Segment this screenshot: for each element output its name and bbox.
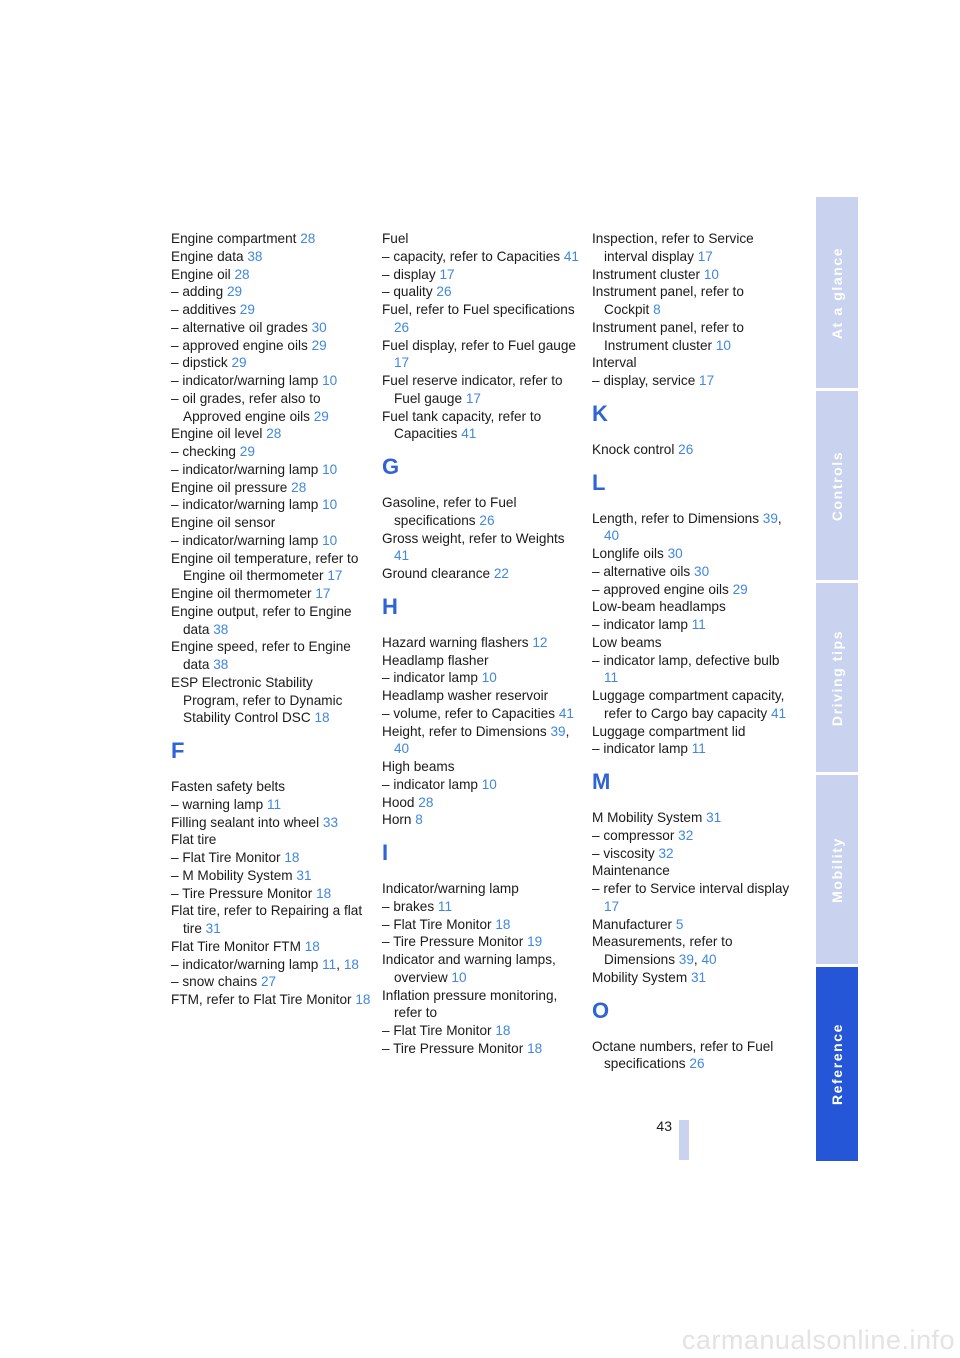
index-entry	[382, 1040, 582, 1058]
page-ref-link[interactable]: 10	[322, 497, 338, 513]
index-entry	[171, 248, 371, 266]
page-ref-link[interactable]: 18	[316, 885, 332, 901]
index-entry	[171, 938, 371, 956]
index-entry	[171, 973, 371, 991]
tab-reference[interactable]	[816, 967, 858, 1161]
index-entry	[171, 496, 371, 514]
index-term: – display, service	[592, 373, 696, 388]
index-term: Height, refer to Dimensions	[382, 723, 547, 739]
index-entry	[171, 674, 371, 727]
index-term: Flat Tire Monitor FTM	[171, 938, 301, 954]
page-ref-link[interactable]: 10	[715, 337, 731, 353]
index-entry	[592, 862, 792, 880]
page-ref-link[interactable]: 38	[213, 621, 229, 637]
page-ref-link[interactable]: 17	[604, 898, 620, 914]
tab-label: Reference	[829, 1022, 846, 1106]
index-term: Engine data	[171, 248, 244, 264]
index-entry	[592, 880, 792, 916]
index-letter-heading: I	[382, 840, 389, 865]
page-ref-link[interactable]: 28	[300, 231, 316, 246]
index-term: Fuel	[382, 231, 409, 246]
index-term: – indicator/warning lamp	[171, 461, 319, 477]
index-term: – Flat Tire Monitor	[382, 916, 492, 932]
page-ref-link[interactable]: 8	[653, 302, 661, 317]
index-entry	[592, 510, 792, 546]
index-term: – warning lamp	[171, 796, 264, 812]
page-ref-link[interactable]: 18	[527, 1040, 543, 1056]
page-ref-link[interactable]: 10	[481, 670, 497, 686]
index-term: Engine oil level	[171, 426, 263, 442]
index-term: Indicator and warning lamps, overview	[382, 952, 556, 985]
index-term: Fuel display, refer to Fuel gauge	[382, 337, 576, 353]
index-term: Ground clearance	[382, 566, 491, 581]
page-ref-link[interactable]: 40	[394, 741, 410, 757]
index-entry	[592, 740, 792, 758]
index-entry	[382, 951, 582, 987]
page-ref-link[interactable]: 5	[675, 916, 684, 932]
page-ref-link[interactable]: 28	[266, 426, 282, 442]
tab-label: Driving tips	[829, 629, 845, 726]
page-ref-link[interactable]: 22	[493, 566, 509, 581]
page-ref-link[interactable]: 11	[604, 670, 619, 686]
index-term: – Flat Tire Monitor	[171, 850, 281, 865]
index-entry	[382, 301, 582, 337]
index-term: Mobility System	[592, 969, 688, 985]
page-ref-link[interactable]: 10	[322, 532, 338, 548]
index-entry	[592, 598, 792, 616]
page-ref-link[interactable]: 11	[691, 617, 706, 632]
index-entry	[171, 443, 371, 461]
index-entry	[171, 230, 371, 248]
page-ref-link[interactable]: 12	[532, 634, 548, 650]
page-ref-link[interactable]: 17	[439, 266, 455, 282]
index-entry	[382, 898, 582, 916]
page-ref-separator: ,	[693, 952, 702, 967]
index-entry	[592, 266, 792, 284]
index-entry	[171, 603, 371, 639]
page-ref-link[interactable]: 17	[465, 390, 481, 406]
page-ref-link[interactable]: 32	[658, 845, 674, 861]
index-letter-heading: H	[382, 593, 398, 619]
page-ref-link[interactable]: 30	[694, 563, 710, 579]
page-ref-link[interactable]: 31	[205, 921, 221, 936]
index-entry	[171, 956, 371, 974]
index-entry	[592, 969, 792, 987]
page-ref-link[interactable]: 38	[247, 248, 263, 264]
index-term: – alternative oil grades	[171, 319, 308, 335]
index-entry	[382, 723, 582, 759]
page-ref-link[interactable]: 41	[563, 248, 579, 264]
index-term: Instrument panel, refer to Instrument cluster	[592, 319, 744, 353]
page-ref-link[interactable]: 38	[213, 657, 229, 672]
page-ref-link[interactable]: 41	[461, 426, 477, 442]
page-ref-link[interactable]: 8	[415, 812, 423, 828]
index-entry	[592, 916, 792, 934]
index-term: Measurements, refer to Dimensions	[592, 934, 733, 967]
tab-label: At a glance	[829, 246, 846, 339]
index-term: – volume, refer to Capacities	[382, 705, 556, 721]
index-entry	[171, 319, 371, 337]
page-ref-link[interactable]: 17	[315, 586, 331, 601]
tab-label: Mobility	[829, 836, 845, 903]
index-term: Headlamp washer reservoir	[382, 688, 549, 703]
index-term: Flat tire	[171, 832, 217, 848]
page-ref-link[interactable]: 41	[394, 548, 410, 564]
page-ref-link[interactable]: 39	[550, 723, 566, 739]
page-ref-link[interactable]: 10	[322, 461, 338, 477]
index-letter-heading: M	[592, 769, 611, 794]
page-ref-link[interactable]: 30	[667, 546, 683, 561]
index-term: Engine speed, refer to Engine data	[171, 639, 351, 672]
index-entry	[382, 916, 582, 934]
tab-driving-tips[interactable]	[816, 583, 858, 772]
page-ref-link[interactable]: 11	[691, 741, 706, 757]
index-term: – dipstick	[171, 355, 228, 371]
index-term: Gasoline, refer to Fuel specifications	[382, 495, 517, 528]
page-ref-link[interactable]: 26	[689, 1056, 705, 1072]
index-term: Low beams	[592, 634, 662, 650]
page-ref-link[interactable]: 10	[322, 373, 338, 388]
tab-label: Controls	[829, 450, 846, 521]
index-term: – Tire Pressure Monitor	[171, 885, 313, 901]
index-term: – M Mobility System	[171, 867, 293, 883]
index-term: – checking	[171, 444, 236, 459]
index-entry	[171, 885, 371, 903]
index-entry	[592, 283, 792, 319]
page-ref-link[interactable]: 17	[327, 568, 343, 584]
index-term: Filling sealant into wheel	[171, 814, 320, 830]
index-entry	[592, 563, 792, 581]
index-entry	[171, 514, 371, 532]
index-entry	[382, 372, 582, 408]
page-ref-link[interactable]: 18	[314, 710, 330, 726]
index-entry	[382, 283, 582, 301]
page-ref-link[interactable]: 26	[436, 284, 452, 300]
index-entry	[592, 319, 792, 355]
index-term: – additives	[171, 302, 236, 317]
index-entry	[592, 441, 792, 459]
index-entry	[592, 354, 792, 372]
index-term: – indicator lamp	[382, 776, 478, 792]
index-entry	[171, 390, 371, 426]
index-entry	[171, 479, 371, 497]
index-entry	[382, 669, 582, 687]
index-entry	[382, 565, 582, 583]
page-ref-link[interactable]: 17	[394, 355, 410, 371]
page-ref-link[interactable]: 18	[284, 850, 300, 865]
index-entry	[592, 581, 792, 599]
index-term: – approved engine oils	[171, 337, 308, 353]
page-ref-link[interactable]: 31	[690, 969, 707, 985]
index-entry	[171, 337, 371, 355]
index-entry	[382, 705, 582, 723]
page-ref-link[interactable]: 18	[495, 916, 511, 932]
index-entry	[592, 1038, 792, 1074]
index-term: – compressor	[592, 827, 675, 843]
page-ref-link[interactable]: 31	[296, 867, 312, 883]
page-ref-link[interactable]: 11	[437, 898, 453, 914]
index-entry	[171, 638, 371, 674]
index-term: FTM, refer to Flat Tire Monitor	[171, 992, 352, 1007]
index-term: Engine oil sensor	[171, 515, 276, 530]
page-ref-link[interactable]: 19	[527, 934, 543, 950]
index-term: Gross weight, refer to Weights	[382, 530, 565, 546]
index-term: Horn	[382, 812, 412, 828]
index-entry	[382, 880, 582, 898]
index-term: Instrument panel, refer to Cockpit	[592, 284, 744, 317]
index-term: Interval	[592, 355, 637, 371]
index-entry	[171, 301, 371, 319]
page-ref-link[interactable]: 30	[311, 319, 327, 335]
tab-at-a-glance[interactable]	[816, 197, 858, 388]
index-term: Knock control	[592, 441, 675, 457]
index-column-2	[382, 230, 582, 1058]
index-term: High beams	[382, 759, 455, 774]
index-letter-heading: G	[382, 454, 400, 479]
page-ref-link[interactable]: 26	[479, 512, 495, 528]
index-entry	[382, 337, 582, 373]
index-term: – refer to Service interval display	[592, 881, 790, 896]
page-ref-link[interactable]: 32	[678, 827, 694, 843]
page-ref-link[interactable]: 29	[239, 444, 255, 459]
page-ref-link[interactable]: 17	[697, 248, 713, 264]
index-entry	[592, 372, 792, 390]
index-entry	[592, 845, 792, 863]
page-ref-separator: ,	[777, 510, 782, 526]
index-term: Instrument cluster	[592, 266, 701, 282]
index-entry	[382, 248, 582, 266]
index-term: Low-beam headlamps	[592, 599, 726, 615]
index-entry	[171, 814, 371, 832]
index-term: Engine oil thermometer	[171, 586, 312, 601]
index-entry	[171, 778, 371, 796]
tab-mobility[interactable]	[816, 775, 858, 964]
index-letter-heading: F	[171, 738, 185, 763]
index-term: ESP Electronic Stability Program, refer to Dynamic Stability Control DSC	[171, 674, 343, 726]
index-term: Fasten safety belts	[171, 779, 286, 794]
index-term: – indicator lamp	[382, 670, 478, 686]
index-term: Engine oil pressure	[171, 479, 288, 495]
index-term: Headlamp flasher	[382, 652, 489, 668]
index-entry	[592, 652, 792, 688]
index-entry	[171, 266, 371, 284]
index-term: Indicator/warning lamp	[382, 881, 519, 896]
page-marker-bar	[679, 1120, 689, 1160]
index-entry	[382, 266, 582, 284]
index-entry	[592, 634, 792, 652]
page-ref-link[interactable]: 28	[418, 794, 434, 810]
index-letter-heading: O	[592, 997, 610, 1023]
index-entry	[592, 827, 792, 845]
index-term: – indicator lamp	[592, 617, 688, 632]
index-term: – snow chains	[171, 974, 258, 990]
index-entry	[171, 902, 371, 938]
index-term: Inspection, refer to Service interval display	[592, 231, 754, 264]
index-term: – indicator/warning lamp	[171, 956, 319, 972]
index-entry	[171, 372, 371, 390]
index-entry	[382, 687, 582, 705]
index-entry	[592, 545, 792, 563]
index-entry	[592, 809, 792, 827]
page-number: 43	[656, 1118, 672, 1134]
index-term: Engine output, refer to Engine data	[171, 603, 352, 637]
index-column-1	[171, 230, 371, 1009]
index-entry	[592, 616, 792, 634]
index-term: – approved engine oils	[592, 581, 729, 597]
index-term: – viscosity	[592, 845, 655, 861]
index-term: – indicator lamp, defective bulb	[592, 652, 780, 668]
index-term: Engine oil	[171, 266, 231, 282]
page-ref-link[interactable]: 11	[266, 796, 282, 812]
page-ref-separator: ,	[565, 723, 570, 739]
index-entry	[382, 794, 582, 812]
index-term: – indicator/warning lamp	[171, 532, 319, 548]
page-ref-link[interactable]: 18	[304, 938, 320, 954]
index-entry	[382, 811, 582, 829]
page-ref-link[interactable]: 39	[762, 510, 778, 526]
page-ref-link[interactable]: 29	[311, 337, 327, 353]
page-ref-link[interactable]: 11	[322, 956, 337, 972]
index-entry	[382, 530, 582, 566]
index-term: Flat tire, refer to Repairing a flat tire	[171, 903, 363, 936]
index-term: Length, refer to Dimensions	[592, 510, 759, 526]
index-entry	[171, 550, 371, 586]
index-entry	[592, 933, 792, 969]
page-ref-link[interactable]: 10	[451, 969, 467, 985]
index-term: – Tire Pressure Monitor	[382, 1040, 524, 1056]
index-term: Hood	[382, 794, 415, 810]
index-entry	[592, 230, 792, 266]
page-ref-link[interactable]: 26	[394, 319, 410, 335]
index-entry	[171, 283, 371, 301]
index-term: – capacity, refer to Capacities	[382, 248, 561, 264]
page-ref-link[interactable]: 18	[495, 1023, 511, 1038]
index-term: – display	[382, 266, 436, 282]
index-term: Manufacturer	[592, 916, 673, 932]
index-entry	[592, 723, 792, 741]
page-ref-link[interactable]: 10	[481, 776, 497, 792]
index-term: – Tire Pressure Monitor	[382, 934, 524, 950]
index-entry	[171, 796, 371, 814]
index-entry	[382, 776, 582, 794]
page-ref-link[interactable]: 40	[701, 952, 717, 967]
page-ref-link[interactable]: 29	[239, 302, 255, 317]
index-entry	[171, 585, 371, 603]
index-term: Inflation pressure monitoring, refer to	[382, 987, 558, 1021]
page-ref-link[interactable]: 27	[260, 974, 277, 990]
index-column-3	[592, 230, 792, 1073]
index-term: – oil grades, refer also to Approved engine oils	[171, 390, 321, 424]
index-term: Octane numbers, refer to Fuel specifications	[592, 1038, 774, 1072]
page-ref-link[interactable]: 18	[343, 956, 359, 972]
page-ref-separator: ,	[336, 956, 344, 972]
index-entry	[382, 987, 582, 1023]
index-entry	[382, 933, 582, 951]
index-entry	[382, 230, 582, 248]
index-term: M Mobility System	[592, 810, 703, 825]
watermark: carmanualsonline.info	[681, 1325, 955, 1355]
page-ref-link[interactable]: 26	[678, 441, 694, 457]
index-entry	[382, 652, 582, 670]
index-entry	[171, 849, 371, 867]
index-term: Engine compartment	[171, 231, 297, 246]
page-ref-link[interactable]: 29	[231, 355, 247, 371]
index-entry	[171, 461, 371, 479]
page-ref-link[interactable]: 33	[322, 814, 339, 830]
index-term: – alternative oils	[592, 563, 691, 579]
page-ref-link[interactable]: 41	[558, 705, 574, 721]
index-term: Engine oil temperature, refer to Engine oil thermometer	[171, 550, 359, 584]
index-entry	[592, 687, 792, 723]
index-term: – Flat Tire Monitor	[382, 1023, 492, 1038]
index-letter-heading: K	[592, 400, 608, 426]
index-entry	[382, 408, 582, 444]
index-term: Luggage compartment lid	[592, 723, 746, 739]
page-ref-link[interactable]: 31	[706, 810, 722, 825]
index-term: Hazard warning flashers	[382, 634, 529, 650]
page-ref-link[interactable]: 17	[699, 373, 715, 388]
page-ref-link[interactable]: 18	[355, 992, 371, 1007]
index-entry	[171, 425, 371, 443]
index-term: – indicator/warning lamp	[171, 497, 319, 513]
index-entry	[171, 991, 371, 1009]
page-ref-link[interactable]: 29	[732, 581, 748, 597]
page-ref-link[interactable]: 10	[703, 266, 719, 282]
index-term: – indicator lamp	[592, 741, 688, 757]
index-entry	[171, 532, 371, 550]
tab-controls[interactable]	[816, 391, 858, 580]
index-term: Fuel tank capacity, refer to Capacities	[382, 408, 542, 442]
index-term: – quality	[382, 284, 433, 300]
index-term: – brakes	[382, 898, 435, 914]
page-ref-link[interactable]: 28	[291, 479, 307, 495]
index-term: – adding	[171, 284, 224, 300]
page-ref-link[interactable]: 39	[678, 952, 694, 967]
index-term: Fuel, refer to Fuel specifications	[382, 302, 575, 317]
index-letter-heading: L	[592, 469, 606, 495]
index-entry	[171, 354, 371, 372]
index-entry	[382, 494, 582, 530]
index-entry	[171, 831, 371, 849]
index-term: Maintenance	[592, 863, 670, 879]
index-term: Longlife oils	[592, 546, 664, 561]
index-entry	[382, 634, 582, 652]
section-sidebar	[816, 197, 858, 1161]
page-ref-link[interactable]: 40	[604, 528, 620, 544]
index-entry	[382, 1022, 582, 1040]
index-term: Fuel reserve indicator, refer to Fuel gauge	[382, 373, 563, 406]
index-entry	[171, 867, 371, 885]
page-ref-link[interactable]: 28	[234, 266, 250, 282]
page-ref-link[interactable]: 41	[771, 705, 787, 721]
index-term: – indicator/warning lamp	[171, 373, 319, 388]
index-term: Luggage compartment capacity, refer to Cargo bay capacity	[592, 688, 785, 721]
index-entry	[382, 758, 582, 776]
page-ref-link[interactable]: 29	[226, 284, 243, 300]
page-ref-link[interactable]: 29	[313, 408, 329, 424]
